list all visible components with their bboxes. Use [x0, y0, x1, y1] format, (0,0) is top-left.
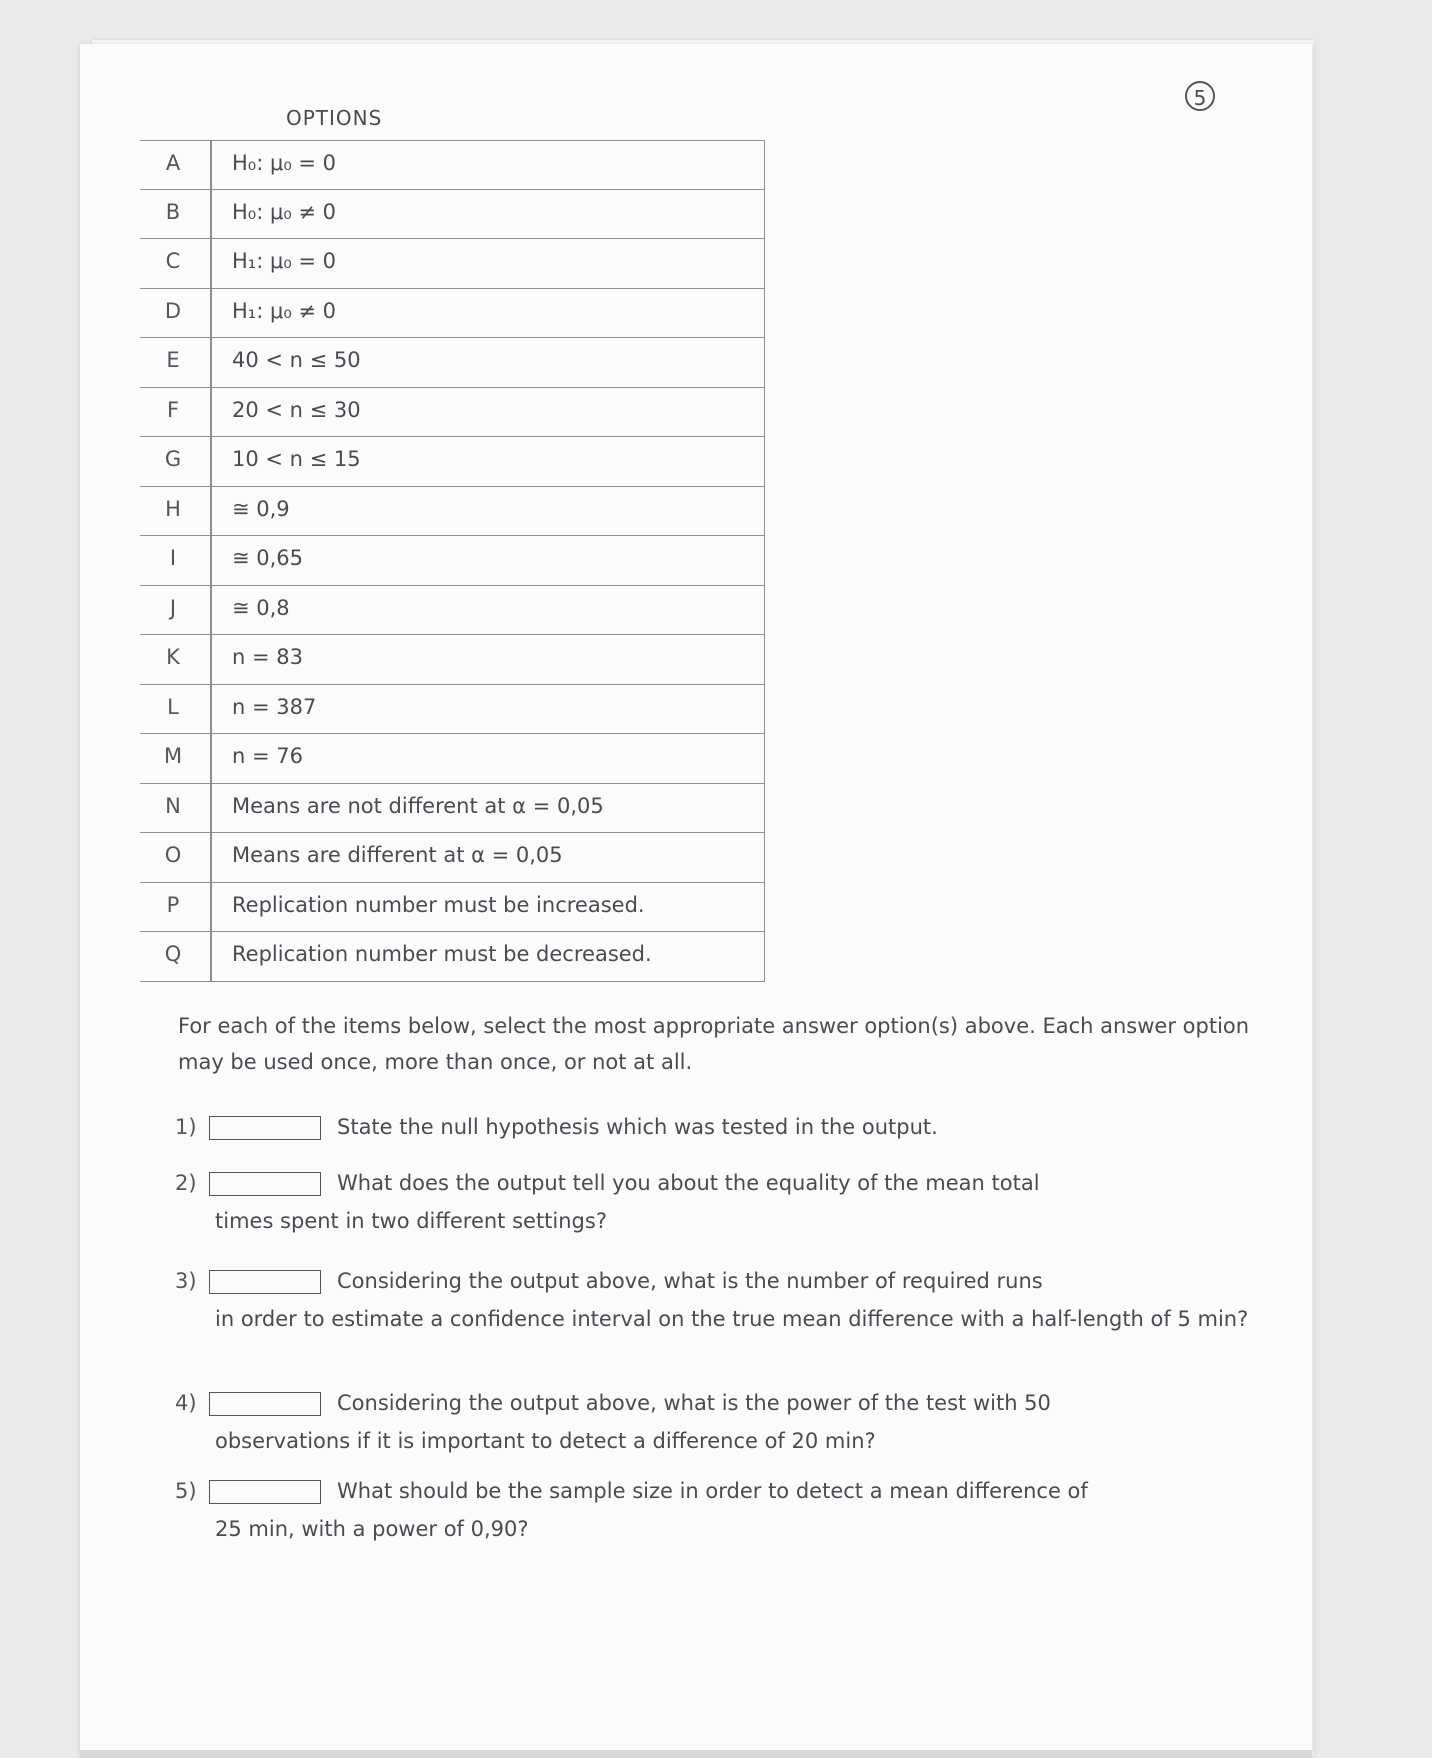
option-row — [140, 833, 765, 883]
options-title: OPTIONS — [286, 106, 383, 130]
question-item — [175, 1108, 1255, 1146]
question-number: 5) — [175, 1479, 197, 1503]
answer-box[interactable] — [209, 1172, 321, 1196]
option-text: 40 < n ≤ 50 — [232, 348, 361, 372]
option-letter: K — [166, 645, 180, 669]
question-item — [175, 1262, 1255, 1338]
option-row — [140, 536, 765, 586]
instructions-text: For each of the items below, select the most appropriate answer option(s) above. Each answer option may be used once, more than once, or not at all. — [178, 1014, 1250, 1074]
option-letter: N — [165, 793, 181, 818]
option-text: H₁: μ₀ ≠ 0 — [232, 298, 337, 323]
question-continuation: in order to estimate a confidence interval on the true mean difference with a half-length of 5 min? — [215, 1307, 1249, 1331]
option-row — [140, 338, 765, 388]
option-text: n = 83 — [232, 645, 303, 669]
question-number: 3) — [175, 1269, 197, 1293]
option-text: ≅ 0,65 — [232, 546, 304, 570]
answer-box[interactable] — [209, 1270, 321, 1294]
question-text: Considering the output above, what is the number of required runs — [337, 1269, 1043, 1293]
option-row — [140, 586, 765, 636]
option-letter: C — [165, 249, 181, 273]
question-continuation: times spent in two different settings? — [215, 1209, 607, 1233]
option-row — [140, 932, 765, 982]
option-letter: E — [166, 348, 180, 372]
question-item — [175, 1472, 1255, 1548]
question-item — [175, 1384, 1255, 1460]
option-letter: Q — [164, 942, 182, 966]
answer-box[interactable] — [209, 1392, 321, 1416]
option-text: n = 76 — [232, 744, 303, 768]
option-row — [140, 685, 765, 735]
option-row — [140, 289, 765, 339]
option-text: H₀: μ₀ = 0 — [232, 151, 337, 175]
question-number: 1) — [175, 1115, 197, 1139]
option-letter: O — [164, 843, 182, 867]
option-letter: J — [169, 595, 177, 620]
option-text: 20 < n ≤ 30 — [232, 397, 361, 422]
question-continuation: observations if it is important to detect a difference of 20 min? — [215, 1429, 876, 1453]
option-letter: I — [169, 546, 177, 570]
question-item — [175, 1164, 1255, 1240]
option-text: Means are not different at α = 0,05 — [232, 793, 604, 818]
option-text: 10 < n ≤ 15 — [232, 447, 361, 471]
option-text: ≅ 0,9 — [232, 496, 290, 521]
option-text: Replication number must be increased. — [232, 892, 645, 917]
option-text: Replication number must be decreased. — [232, 942, 652, 966]
option-letter: B — [165, 199, 181, 224]
table-column-divider — [210, 140, 212, 982]
option-row — [140, 388, 765, 438]
option-letter: P — [166, 892, 180, 917]
option-letter: H — [165, 496, 181, 521]
option-row — [140, 190, 765, 240]
answer-box[interactable] — [209, 1116, 321, 1140]
answer-box[interactable] — [209, 1480, 321, 1504]
question-text: State the null hypothesis which was tested in the output. — [337, 1115, 938, 1139]
option-row — [140, 487, 765, 537]
question-number: 2) — [175, 1171, 197, 1195]
option-letter: L — [167, 694, 179, 719]
page-bottom-edge — [80, 1750, 1312, 1758]
table-right-border — [764, 140, 766, 982]
question-number: 4) — [175, 1391, 197, 1415]
option-text: ≅ 0,8 — [232, 595, 290, 620]
option-text: H₁: μ₀ = 0 — [232, 249, 337, 273]
options-table — [140, 140, 765, 982]
option-row — [140, 883, 765, 933]
option-letter: D — [164, 298, 182, 323]
question-text: What does the output tell you about the equality of the mean total — [337, 1171, 1040, 1195]
option-text: H₀: μ₀ ≠ 0 — [232, 199, 337, 224]
option-row — [140, 784, 765, 834]
option-row — [140, 635, 765, 685]
option-letter: M — [163, 744, 183, 768]
question-continuation: 25 min, with a power of 0,90? — [215, 1517, 529, 1541]
option-letter: F — [166, 397, 180, 422]
option-letter: G — [164, 447, 182, 471]
question-text: What should be the sample size in order to detect a mean difference of — [337, 1479, 1088, 1503]
option-row — [140, 734, 765, 784]
option-row — [140, 239, 765, 289]
option-letter: A — [165, 151, 181, 175]
option-row — [140, 140, 765, 190]
question-text: Considering the output above, what is the power of the test with 50 — [337, 1391, 1051, 1415]
option-text: Means are different at α = 0,05 — [232, 843, 563, 867]
option-text: n = 387 — [232, 694, 317, 719]
page-number-circle: 5 — [1185, 81, 1215, 111]
option-row — [140, 437, 765, 487]
